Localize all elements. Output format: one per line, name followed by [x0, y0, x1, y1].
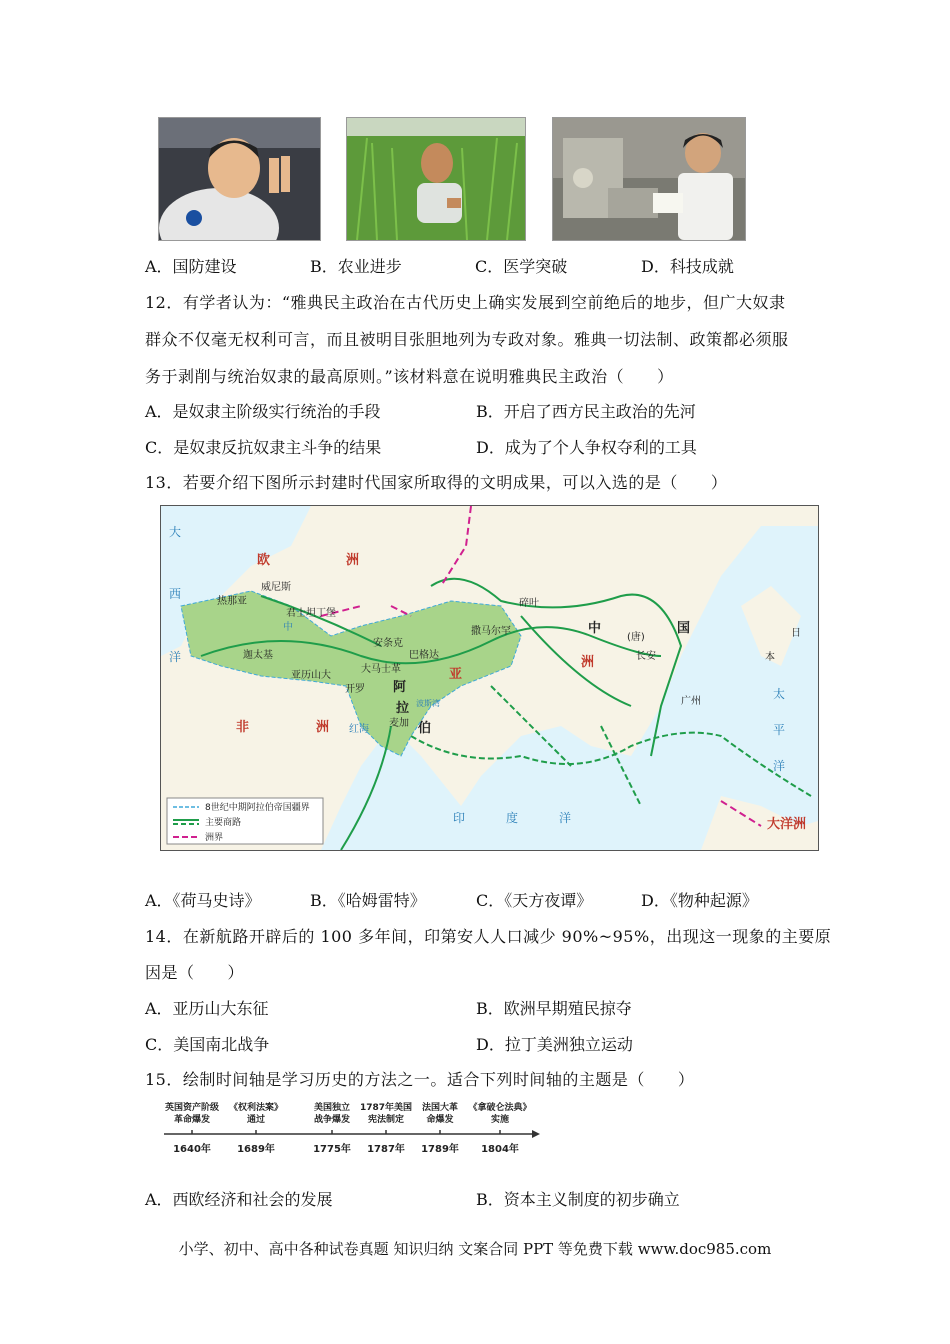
map-label-pacific-3: 洋 — [773, 759, 786, 773]
map-label-arab-3: 伯 — [418, 721, 432, 736]
map-label-cairo: 开罗 — [345, 684, 365, 695]
rice-field-photo — [346, 117, 526, 241]
q13-option-c: C．《天方夜谭》 — [476, 891, 593, 910]
map-label-mecca: 麦加 — [389, 718, 409, 729]
map-label-damascus: 大马士革 — [361, 664, 401, 675]
timeline-event-1-line2: 革命爆发 — [173, 1115, 211, 1125]
timeline-event-2-line1: 《权利法案》 — [228, 1103, 284, 1113]
legend-boundary: 8世纪中期阿拉伯帝国疆界 — [205, 803, 310, 813]
q12-option-d: D．成为了个人争权夺利的工具 — [476, 438, 697, 457]
map-label-japan-1: 日 — [791, 628, 801, 639]
timeline-event-1-line1: 英国资产阶级 — [164, 1103, 220, 1113]
timeline-event-3-line1: 美国独立 — [313, 1103, 351, 1113]
map-label-venice: 威尼斯 — [261, 582, 291, 593]
q14-stem-line-2: 因是（ ） — [145, 963, 245, 982]
timeline-year-5: 1789年 — [421, 1144, 459, 1155]
timeline-event-4-line2: 宪法制定 — [367, 1115, 405, 1125]
page-footer: 小学、初中、高中各种试卷真题 知识归纳 文案合同 PPT 等免费下载 www.doc985.com — [178, 1240, 772, 1258]
map-label-oceania: 大洋洲 — [767, 817, 807, 832]
timeline-year-2: 1689年 — [237, 1144, 275, 1155]
map-label-indian-2: 度 — [506, 811, 519, 825]
timeline-event-3-line2: 战争爆发 — [313, 1115, 351, 1125]
timeline-year-3: 1775年 — [313, 1144, 351, 1155]
q15-stem: 15．绘制时间轴是学习历史的方法之一。适合下列时间轴的主题是（ ） — [145, 1070, 695, 1089]
map-label-china-1: 中 — [588, 621, 602, 636]
map-label-asia-1: 亚 — [449, 667, 463, 682]
q13-option-d: D．《物种起源》 — [641, 891, 758, 910]
map-label-japan-2: 本 — [765, 652, 775, 663]
map-label-arab-2: 拉 — [396, 701, 410, 716]
map-label-china-2: 国 — [677, 621, 691, 636]
map-label-carthage: 迦太基 — [243, 650, 273, 661]
timeline-event-5-line1: 法国大革 — [421, 1103, 459, 1113]
map-label-persian-gulf: 波斯湾 — [416, 699, 440, 708]
map-label-africa-2: 洲 — [316, 720, 330, 735]
map-label-africa-1: 非 — [236, 720, 250, 735]
q14-option-d: D．拉丁美洲独立运动 — [476, 1035, 633, 1054]
laboratory-photo — [552, 117, 746, 241]
map-label-med: 中 — [283, 622, 293, 633]
map-label-atlantic-xi: 西 — [169, 587, 182, 601]
timeline-event-6-line2: 实施 — [490, 1115, 510, 1125]
timeline-event-5-line2: 命爆发 — [426, 1115, 454, 1125]
map-label-constantinople: 君士坦丁堡 — [286, 608, 336, 619]
q11-option-b: B．农业进步 — [310, 257, 402, 276]
map-label-alexandria: 亚历山大 — [291, 670, 331, 681]
map-label-guangzhou: 广州 — [681, 696, 701, 707]
q14-stem-line-1: 14．在新航路开辟后的 100 多年间，印第安人人口减少 90%~95%，出现这一现象的主要原 — [145, 927, 832, 946]
map-label-europe-1: 欧 — [257, 553, 271, 568]
map-label-atlantic-yang: 洋 — [169, 650, 182, 664]
q13-option-b: B．《哈姆雷特》 — [310, 891, 426, 910]
legend-continent-border: 洲界 — [205, 833, 224, 843]
timeline — [160, 1098, 542, 1160]
q15-option-b: B．资本主义制度的初步确立 — [476, 1190, 680, 1209]
map-label-genoa: 热那亚 — [217, 596, 247, 607]
map-label-atlantic-da: 大 — [169, 525, 182, 539]
timeline-year-1: 1640年 — [173, 1144, 211, 1155]
trade-route-map — [160, 505, 819, 851]
q15-option-a: A．西欧经济和社会的发展 — [145, 1190, 333, 1209]
q12-option-c: C．是奴隶反抗奴隶主斗争的结果 — [145, 438, 382, 457]
map-label-suyab: 碎叶 — [519, 598, 539, 609]
timeline-event-4-line1: 1787年美国 — [359, 1103, 413, 1113]
map-label-indian-3: 洋 — [559, 811, 572, 825]
map-label-indian-1: 印 — [453, 811, 466, 825]
map-label-red-sea: 红海 — [349, 724, 369, 735]
map-label-arab-1: 阿 — [393, 680, 407, 695]
map-label-baghdad: 巴格达 — [409, 650, 439, 661]
q11-option-d: D．科技成就 — [641, 257, 734, 276]
q12-option-a: A．是奴隶主阶级实行统治的手段 — [145, 402, 381, 421]
q11-option-a: A．国防建设 — [145, 257, 237, 276]
map-label-tang: (唐) — [627, 632, 645, 643]
q11-option-c: C．医学突破 — [475, 257, 568, 276]
q12-option-b: B．开启了西方民主政治的先河 — [476, 402, 696, 421]
map-label-changan: 长安 — [636, 651, 656, 662]
map-label-europe-2: 洲 — [346, 553, 360, 568]
map-label-pacific-2: 平 — [773, 723, 786, 737]
q13-stem: 13．若要介绍下图所示封建时代国家所取得的文明成果，可以入选的是（ ） — [145, 473, 728, 492]
astronaut-photo — [158, 117, 321, 241]
timeline-event-6-line1: 《拿破仑法典》 — [468, 1103, 532, 1113]
q12-stem-line-1: 12．有学者认为：“雅典民主政治在古代历史上确实发展到空前绝后的地步，但广大奴隶 — [145, 293, 786, 312]
map-label-asia-2: 洲 — [581, 655, 595, 670]
q12-stem-line-2: 群众不仅毫无权利可言，而且被明目张胆地列为专政对象。雅典一切法制、政策都必须服 — [145, 330, 789, 349]
legend-trade-route: 主要商路 — [205, 818, 242, 828]
timeline-year-6: 1804年 — [481, 1144, 519, 1155]
map-label-pacific-1: 太 — [773, 687, 786, 701]
map-label-samarkand: 撒马尔罕 — [471, 626, 511, 637]
timeline-year-4: 1787年 — [367, 1144, 405, 1155]
q14-option-c: C．美国南北战争 — [145, 1035, 270, 1054]
q13-option-a: A．《荷马史诗》 — [145, 891, 261, 910]
q14-option-a: A．亚历山大东征 — [145, 999, 269, 1018]
timeline-event-2-line2: 通过 — [246, 1115, 266, 1125]
map-label-antioch: 安条克 — [373, 638, 403, 649]
q14-option-b: B．欧洲早期殖民掠夺 — [476, 999, 632, 1018]
q12-stem-line-3: 务于剥削与统治奴隶的最高原则。”该材料意在说明雅典民主政治（ ） — [145, 367, 674, 386]
